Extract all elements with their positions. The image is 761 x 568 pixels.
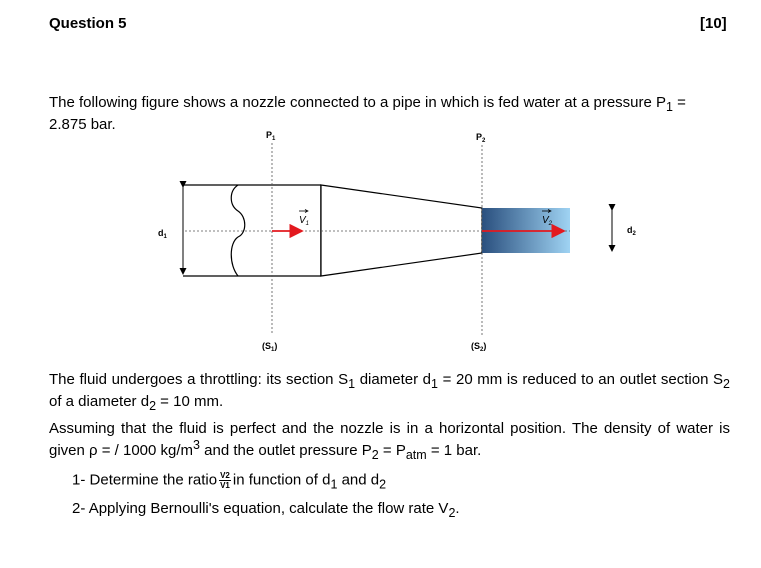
- para3-text-d: = 1 bar.: [426, 442, 482, 459]
- para3-sub-b: 2: [371, 448, 379, 462]
- intro-text: The following figure shows a nozzle connected to a pipe in which is fed water at a pressure P: [49, 94, 667, 111]
- para3-text-b: and the outlet pressure P: [199, 442, 372, 459]
- para3-text-c: = P: [378, 442, 406, 459]
- p1-label: $P_1$: [266, 130, 276, 142]
- para3-text-a: Assuming that the fluid is perfect and the nozzle is in a horizontal position. The density of water is given ρ = / 1000 kg/m: [49, 420, 730, 459]
- svg-text:V2: $V_2$: [542, 215, 553, 227]
- intro-sub: 1: [666, 100, 673, 114]
- intro-text-eq: =: [672, 94, 686, 111]
- fraction-numerator: V2: [220, 471, 230, 480]
- throttling-paragraph: [49, 371, 730, 415]
- para2-text-a: The fluid undergoes a throttling: its section S: [49, 371, 349, 388]
- para2-sub-a: 1: [348, 377, 356, 391]
- para2-sub-c: 2: [723, 377, 730, 391]
- q1-number: 1-: [72, 471, 86, 489]
- para2-text-e: = 10 mm.: [156, 393, 224, 410]
- q2-sub: 2: [448, 506, 456, 520]
- q2-text-a: Applying Bernoulli's equation, calculate the flow rate V: [88, 500, 449, 517]
- para2-text-d: of a diameter d: [49, 393, 150, 410]
- q2-text-b: .: [455, 500, 460, 517]
- q1-sub-b: 1: [330, 477, 338, 492]
- q1-text-c: and d: [337, 471, 380, 489]
- para2-text-b: diameter d: [355, 371, 432, 388]
- svg-text:V1: $V_1$: [299, 215, 310, 227]
- assumption-paragraph: [49, 420, 730, 464]
- para2-sub-b: 1: [431, 377, 438, 391]
- para3-sub-c: atm: [405, 448, 427, 462]
- question-item-1: [72, 471, 386, 491]
- nozzle-figure: [0, 125, 761, 357]
- fraction-denominator: V1: [220, 481, 230, 490]
- para3-sup-a: 3: [193, 438, 200, 452]
- q1-text-b: in function of d: [232, 471, 331, 489]
- s1-label: $(S_1)$: [262, 341, 278, 353]
- d1-label: $d_1$: [158, 228, 167, 240]
- question-marks: [10]: [700, 15, 727, 32]
- v2-over-v1-fraction: [219, 471, 231, 490]
- s2-label: $(S_2)$: [471, 341, 487, 353]
- p2-label: $P_2$: [476, 132, 486, 144]
- q1-text-a: Determine the ratio: [89, 471, 218, 489]
- question-item-2: [72, 500, 460, 520]
- q1-sub-c: 2: [379, 477, 387, 492]
- q2-number: 2-: [72, 500, 86, 517]
- para2-text-c: = 20 mm is reduced to an outlet section S: [437, 371, 724, 388]
- intro-pressure-value: 2.875 bar.: [49, 116, 116, 133]
- nozzle-cone: [321, 185, 482, 276]
- para2-sub-d: 2: [149, 399, 157, 413]
- d2-label: $d_2$: [627, 225, 636, 237]
- question-title: Question 5: [49, 15, 127, 32]
